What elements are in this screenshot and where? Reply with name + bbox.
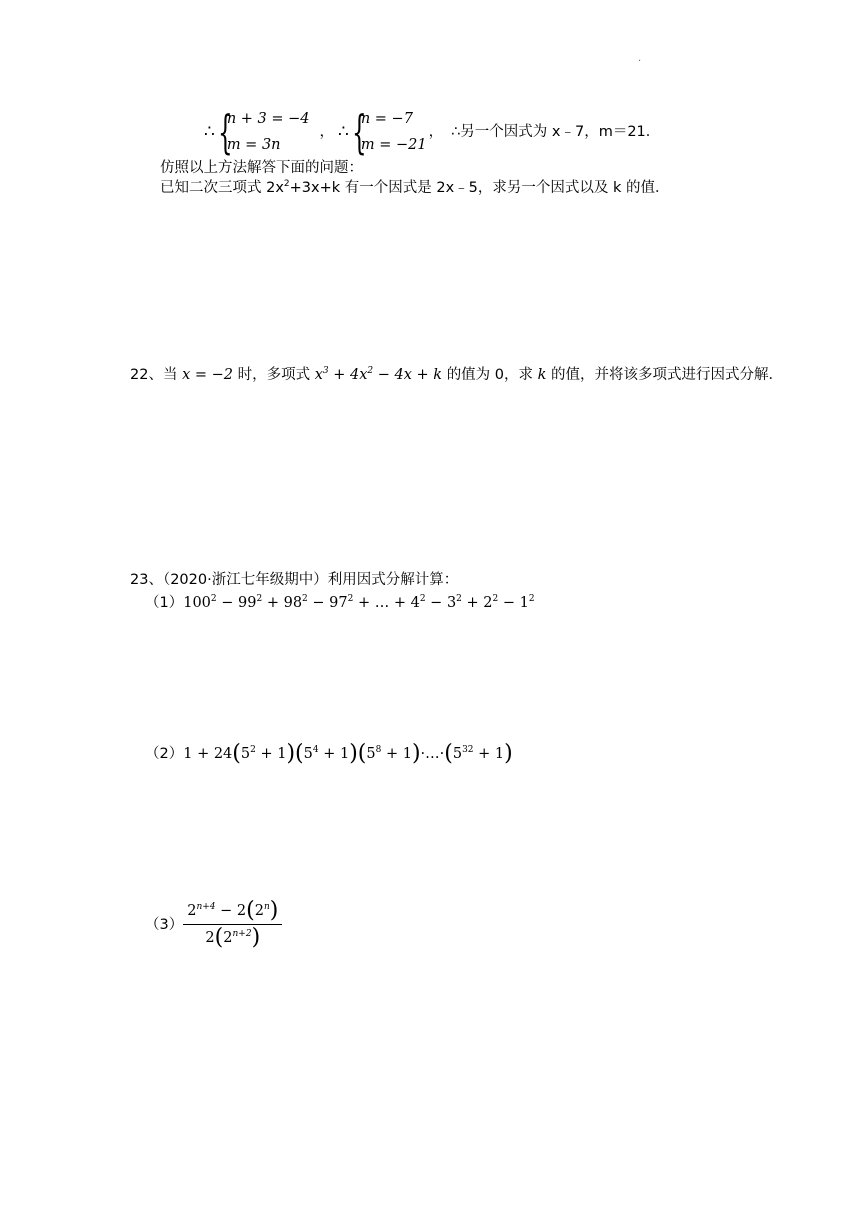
problem-23-part-2: $(2)1 + 24(5^2 + 1)(5^4 + 1)(5^8$ + $1)\cdot\dots\cdot(5^{32} + 1)$ <box>145 741 513 766</box>
part-1-expression <box>183 595 534 611</box>
operator: − <box>216 595 239 611</box>
system1-row2: m = 3n <box>226 137 281 153</box>
problem-22-number: 22、当 <box>130 367 178 383</box>
therefore-symbol: ∴ <box>204 122 215 142</box>
problem-23-heading: 23、（2020·浙江七年级期中）利用因式分解计算： <box>130 572 459 588</box>
problem-22-polynomial: $x^3 + 4x^2 - 4x + k$ <box>314 366 443 383</box>
comma-2: ， <box>428 124 444 140</box>
square-term: $98^2$ <box>283 594 308 611</box>
imitate-instruction: 仿照以上方法解答下面的问题： <box>160 160 363 176</box>
problem-21-statement: 已知二次三项式 $2x^2+3x+k$ 有一个因式是 2x﹣5，求另一个因式以及 k 的值． <box>160 179 670 196</box>
fraction-denominator: $2(2^{n+2})$ <box>205 925 261 950</box>
operator: − <box>307 595 330 611</box>
operator: − <box>425 595 447 611</box>
factor: $(5^4 + 1)$ <box>295 741 358 766</box>
problem-22-statement: 22、当 x = −2 时，多项式 $x^3 + 4x^2 - 4x + k$ 的值为 0，求 k 的值，并将该多项式进行因式分解． <box>130 366 784 383</box>
factor: $(5^8 + 1)$ <box>357 741 421 766</box>
system1-row1: n + 3 = −4 <box>226 111 310 127</box>
system2-row1: n = −7 <box>360 111 413 127</box>
operator: − <box>498 595 520 611</box>
ellipsis: ·…· <box>420 746 445 762</box>
solution-conclusion: ∴另一个因式为 x﹣7，m＝21． <box>451 124 661 140</box>
factor: $(5^{32} + 1)$ <box>444 741 513 766</box>
part-1-label: （1） <box>145 595 184 611</box>
comma-1: ， <box>319 124 335 140</box>
system2-row2: m = −21 <box>360 137 427 153</box>
square-term: $3^2$ <box>446 594 462 611</box>
square-term: $1^2$ <box>519 594 535 611</box>
square-term: $4^2$ <box>410 594 426 611</box>
problem-23-part-1 <box>145 593 535 613</box>
operator: + … + <box>353 595 411 611</box>
problem-23-part-3 <box>145 900 282 949</box>
equation-system-1: { n + 3 = −4 m = 3n <box>217 105 310 159</box>
equation-system-2: { n = −7 m = −21 <box>351 105 427 159</box>
operator: + <box>262 595 284 611</box>
square-term: $2^2$ <box>483 594 499 611</box>
part-3-label: （3） <box>145 916 184 933</box>
solution-line <box>204 104 660 160</box>
square-term: $97^2$ <box>329 594 354 611</box>
part-3-fraction <box>183 900 282 949</box>
fraction-numerator: $2^{n+4} - 2(2^n)$ <box>183 900 282 925</box>
therefore-symbol-2: ∴ <box>338 122 349 142</box>
part-2-label: （2） <box>145 746 184 762</box>
factor: $(5^2 + 1)$ <box>232 741 296 766</box>
square-term: $100^2$ <box>183 594 217 611</box>
operator: + <box>461 595 484 611</box>
problem-22-condition: x = −2 <box>182 367 233 383</box>
square-term: $99^2$ <box>238 594 263 611</box>
corner-mark: · <box>638 56 642 67</box>
